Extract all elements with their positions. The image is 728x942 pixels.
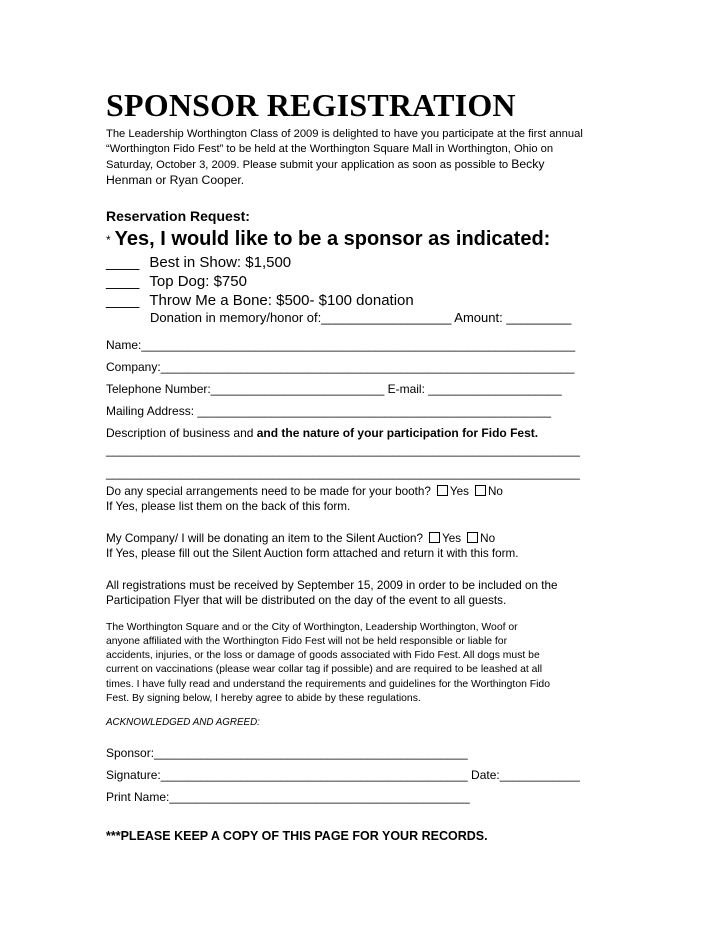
intro-line: Henman or Ryan Cooper. [106,173,245,187]
liability-line: current on vaccinations (please wear collar tag if possible) and are required to be leashed at all [106,664,543,676]
option-label: Throw Me a Bone: $500- $100 donation [149,291,414,309]
keep-copy-notice: ***PLEASE KEEP A COPY OF THIS PAGE FOR YOUR RECORDS. [106,828,488,843]
registration-form [106,86,621,844]
option-blank[interactable]: ____ [106,291,140,309]
liability-line: times. I have fully read and understand the requirements and guidelines for the Worthington Fido [106,678,550,690]
auction-yes-label: Yes [442,531,462,545]
booth-no-label: No [487,484,503,498]
deadline-line: All registrations must be received by September 15, 2009 in order to be included on the [106,578,558,592]
asterisk: * [106,232,111,247]
auction-note: If Yes, please fill out the Silent Auction form attached and return it with this form. [106,547,519,561]
telephone-email-field[interactable]: Telephone Number:__________________________ E-mail: ____________________ [106,381,562,396]
description-label [106,422,621,444]
liability-line: anyone affiliated with the Worthington Fido Fest will not be held responsible or liable for [106,635,508,647]
sponsor-statement [106,226,621,253]
description-text: Description of business and [106,425,257,440]
deadline-line: Participation Flyer that will be distributed on the day of the event to all guests. [106,594,507,608]
reservation-heading: Reservation Request: [106,208,250,224]
sponsor-option-top-dog[interactable] [106,272,621,291]
intro-line [106,157,621,173]
sponsor-option-throw-me-a-bone[interactable] [106,291,621,310]
booth-yes-label: Yes [449,484,469,498]
liability-line: The Worthington Square and or the City of Worthington, Leadership Worthington, Woof or [106,621,518,633]
sponsor-option-best-in-show[interactable] [106,253,621,272]
name-field[interactable]: Name:_________________________________________________________________ [106,337,576,352]
booth-no-checkbox[interactable] [475,485,486,496]
liability-line: accidents, injuries, or the loss or damage of goods associated with Fido Fest. All dogs must be [106,650,540,662]
auction-question-text: My Company/ I will be donating an item to the Silent Auction? [106,531,424,545]
option-blank[interactable]: ____ [106,253,140,271]
booth-yes-checkbox[interactable] [437,485,448,496]
page-title: SPONSOR REGISTRATION [106,87,516,123]
auction-no-checkbox[interactable] [467,532,478,543]
option-label: Top Dog: $750 [149,272,247,290]
booth-note: If Yes, please list them on the back of this form. [106,500,351,514]
intro-line: “Worthington Fido Fest” to be held at the Worthington Square Mall in Worthington, Ohio on [106,143,554,155]
description-bold-text: and the nature of your participation for Fido Fest. [256,425,539,440]
liability-paragraph [106,621,621,706]
auction-no-label: No [480,531,496,545]
acknowledged-label: ACKNOWLEDGED AND AGREED: [106,716,260,728]
sponsor-statement-text: Yes, I would like to be a sponsor as indicated: [114,228,551,250]
signature-date-field[interactable]: Signature:______________________________________________ Date:____________ [106,767,580,782]
option-blank[interactable]: ____ [106,272,140,290]
company-field[interactable]: Company:______________________________________________________________ [106,359,575,374]
intro-contact-name: Becky [511,157,545,171]
option-label: Best in Show: $1,500 [149,253,292,271]
sponsor-signature-field[interactable]: Sponsor:_______________________________________________ [106,745,468,760]
intro-line: The Leadership Worthington Class of 2009 is delighted to have you participate at the first annual [106,128,583,140]
description-line-1[interactable]: _______________________________________________________________________ [106,442,580,457]
intro-text: Saturday, October 3, 2009. Please submit your application as soon as possible to [106,159,509,171]
print-name-field[interactable]: Print Name:_____________________________________________ [106,789,470,804]
donation-memory-field[interactable]: Donation in memory/honor of:__________________ Amount: _________ [150,309,572,325]
intro-paragraph [106,127,621,188]
description-line-2[interactable]: _______________________________________________________________________ [106,465,580,480]
auction-yes-checkbox[interactable] [429,532,440,543]
booth-question-text: Do any special arrangements need to be made for your booth? [106,484,431,498]
liability-line: Fest. By signing below, I hereby agree to abide by these regulations. [106,692,421,704]
auction-question [106,531,621,547]
booth-question [106,484,621,500]
mailing-address-field[interactable]: Mailing Address: _____________________________________________________ [106,403,552,418]
